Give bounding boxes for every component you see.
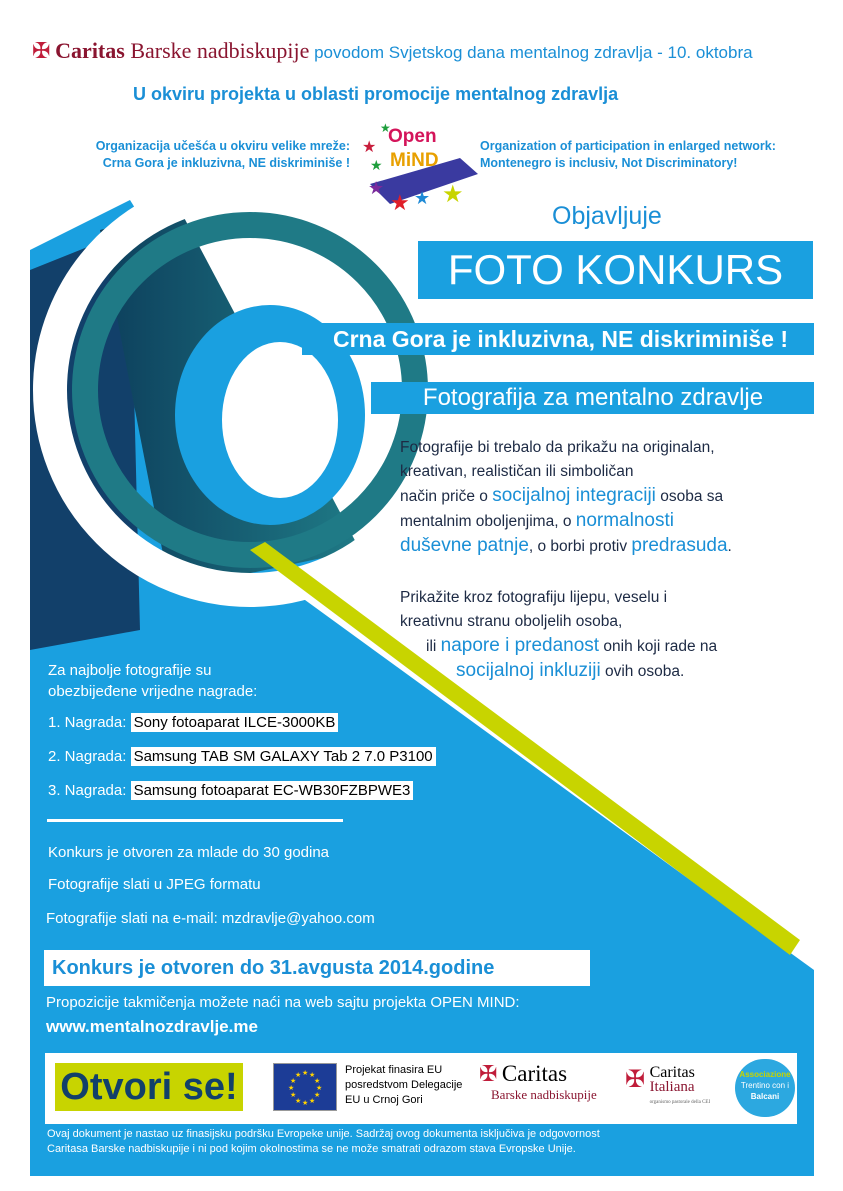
eu-funding-text: Projekat finasira EU posredstvom Delegacije EU u Crnoj Gori <box>345 1064 463 1106</box>
svg-text:★: ★ <box>368 178 385 198</box>
slogan-banner: Crna Gora je inkluzivna, NE diskriminiše ! <box>302 323 814 355</box>
prize-3-value: Samsung fotoaparat EC-WB30FZBPWE3 <box>131 781 414 800</box>
svg-text:★: ★ <box>302 1069 309 1077</box>
deadline-banner: Konkurs je otvoren do 31.avgusta 2014.godine <box>44 950 590 986</box>
svg-text:★: ★ <box>380 122 391 135</box>
caritas-logo-text: Caritas Barske nadbiskupije <box>55 38 310 63</box>
svg-text:★: ★ <box>309 1071 316 1079</box>
svg-text:★: ★ <box>290 1077 297 1085</box>
caritas-italiana-logo: ✠ Caritas Italiana organismo pastorale della CEI <box>625 1064 711 1105</box>
publishes-label: Objavljuje <box>552 202 662 230</box>
open-mind-logo <box>360 122 478 212</box>
contest-title: FOTO KONKURS <box>418 241 813 299</box>
email-link[interactable]: e-mail: mzdravlje@yahoo.com <box>172 910 375 927</box>
prize-2: 2. Nagrada: Samsung TAB SM GALAXY Tab 2 7.0 P3100 <box>48 748 436 765</box>
svg-text:★: ★ <box>295 1071 302 1079</box>
svg-text:★: ★ <box>316 1084 323 1092</box>
svg-text:★: ★ <box>290 1091 297 1099</box>
otvori-se-logo: Otvori se! <box>55 1063 243 1111</box>
description-paragraph-2: Prikažite kroz fotografiju lijepu, veselu i kreativnu stranu oboljelih osoba, ili napore i predanost onih koji rade na socijalnoj inkluziji ovih osoba. <box>400 589 718 681</box>
associazione-logo: Associazione Trentino con i Balcani <box>735 1059 795 1117</box>
description-paragraph-1: Fotografije bi trebalo da prikažu na originalan, kreativan, realističan ili simboličan način priče o socijalnoj integraciji osoba sa mentalnim oboljenjima, o normalnosti duševne patnje, o borbi protiv predrasuda. <box>400 439 732 556</box>
project-subtitle: U okviru projekta u oblasti promocije mentalnog zdravlja <box>133 84 619 104</box>
header <box>32 38 753 64</box>
format-rule: Fotografije slati u JPEG formatu <box>48 876 261 893</box>
network-english: Organization of participation in enlarged network: Montenegro is inclusiv, Not Discriminatory! <box>480 139 776 170</box>
svg-text:★: ★ <box>370 157 383 173</box>
svg-text:★: ★ <box>309 1097 316 1105</box>
svg-text:★: ★ <box>288 1084 295 1092</box>
svg-text:★: ★ <box>302 1099 309 1107</box>
prize-3: 3. Nagrada: Samsung fotoaparat EC-WB30FZBPWE3 <box>48 782 413 799</box>
prize-1-value: Sony fotoaparat ILCE-3000KB <box>131 713 339 732</box>
svg-text:★: ★ <box>314 1091 321 1099</box>
svg-text:★: ★ <box>295 1097 302 1105</box>
prize-1: 1. Nagrada: Sony fotoaparat ILCE-3000KB <box>48 714 338 731</box>
caritas-footer-cross-icon: ✠ <box>479 1061 498 1086</box>
prizes-intro: Za najbolje fotografije su obezbijeđene vrijedne nagrade: <box>48 662 258 700</box>
lens-center <box>222 342 338 498</box>
svg-text:★: ★ <box>362 139 377 156</box>
svg-text:★: ★ <box>414 188 431 208</box>
header-occasion: povodom Svjetskog dana mentalnog zdravlja - 10. oktobra <box>314 43 753 62</box>
svg-text:★: ★ <box>390 190 410 212</box>
prize-2-value: Samsung TAB SM GALAXY Tab 2 7.0 P3100 <box>131 747 436 766</box>
mind-text: MiND <box>390 150 439 171</box>
disclaimer: Ovaj dokument je nastao uz finasijsku podršku Evropeke unije. Sadržaj ovog dokumenta isključiva je odgovornost Caritasa Barske nadbiskupije i ni pod kojim okolnostima se ne može smatrati odrazom stava Evropske Unije. <box>47 1128 600 1155</box>
propositions-text: Propozicije takmičenja možete naći na web sajtu projekta OPEN MIND: <box>46 994 520 1011</box>
eu-flag-icon <box>273 1063 337 1111</box>
caritas-cross-icon: ✠ <box>32 38 51 63</box>
open-text: Open <box>388 126 437 147</box>
caritas-italiana-cross-icon: ✠ <box>625 1066 646 1093</box>
age-rule: Konkurs je otvoren za mlade do 30 godina <box>48 844 330 861</box>
caritas-footer-logo: ✠ Caritas Barske nadbiskupije <box>479 1061 597 1102</box>
poster-frame <box>30 30 814 1176</box>
network-local: Organizacija učešća u okviru velike mreže: Crna Gora je inkluzivna, NE diskriminiše ! <box>95 139 350 170</box>
separator-line <box>47 819 343 822</box>
website-link[interactable]: www.mentalnozdravlje.me <box>46 1017 258 1036</box>
footer-logo-bar <box>45 1053 797 1124</box>
svg-text:★: ★ <box>442 181 464 208</box>
email-rule: Fotografije slati na e-mail: mzdravlje@yahoo.com <box>46 910 375 927</box>
svg-text:★: ★ <box>314 1077 321 1085</box>
theme-banner: Fotografija za mentalno zdravlje <box>371 382 814 414</box>
